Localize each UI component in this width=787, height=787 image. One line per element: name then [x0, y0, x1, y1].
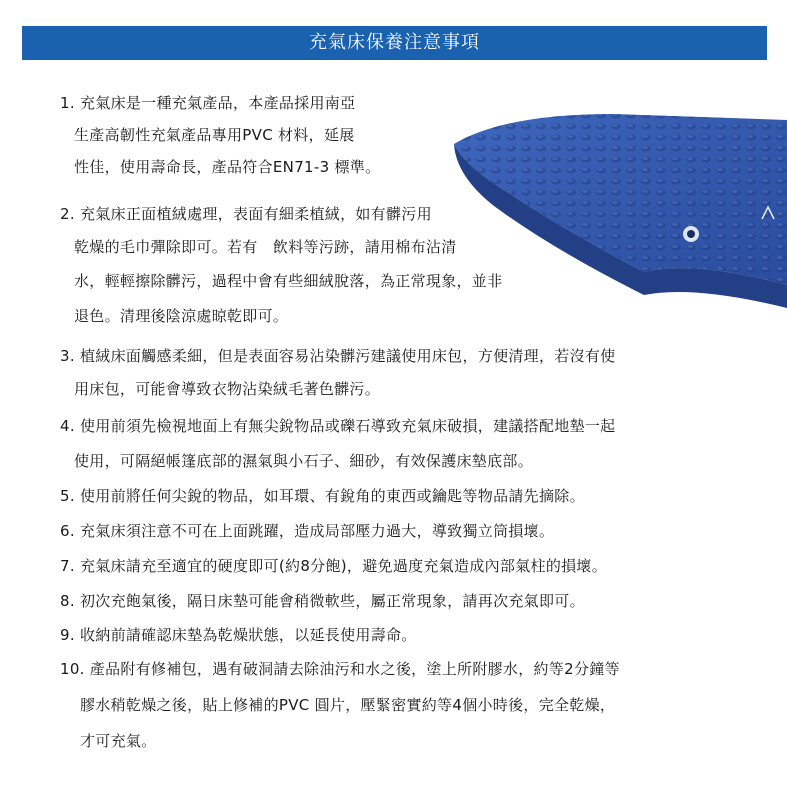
page-title: 充氣床保養注意事項 [309, 32, 480, 53]
note-6-line-1: 6. 充氣床須注意不可在上面跳躍，造成局部壓力過大，導致獨立筒損壞。 [60, 522, 555, 540]
note-10-line-2: 膠水稍乾燥之後，貼上修補的PVC 圓片，壓緊密實約等4個小時後，完全乾燥， [80, 696, 616, 714]
note-1-line-2: 生產高韌性充氣產品專用PVC 材料，延展 [74, 126, 355, 144]
note-3-line-2: 用床包，可能會導致衣物沾染絨毛著色髒污。 [74, 380, 381, 398]
note-8-line-1: 8. 初次充飽氣後，隔日床墊可能會稍微軟些，屬正常現象，請再次充氣即可。 [60, 592, 585, 610]
note-7-line-1: 7. 充氣床請充至適宜的硬度即可(約8分飽)，避免過度充氣造成內部氣柱的損壞。 [60, 557, 608, 575]
note-2-line-3: 水，輕輕擦除髒污，過程中會有些細絨脫落，為正常現象，並非 [74, 272, 503, 290]
note-5-line-1: 5. 使用前將任何尖銳的物品，如耳環、有銳角的東西或鑰匙等物品請先摘除。 [60, 487, 585, 505]
note-1-line-3: 性佳，使用壽命長，產品符合EN71-3 標準。 [74, 158, 381, 176]
note-3-line-1: 3. 植絨床面觸感柔細，但是表面容易沾染髒污建議使用床包，方便清理，若沒有使 [60, 347, 616, 365]
note-2-line-1: 2. 充氣床正面植絨處理，表面有細柔植絨，如有髒污用 [60, 205, 432, 223]
note-10-line-3: 才可充氣。 [80, 732, 157, 750]
page-title-banner [22, 26, 767, 60]
note-10-line-1: 10. 產品附有修補包，遇有破洞請去除油污和水之後，塗上所附膠水，約等2分鐘等 [60, 660, 620, 678]
note-2-line-4: 退色。清理後陰涼處晾乾即可。 [74, 307, 289, 325]
note-1-line-1: 1. 充氣床是一種充氣產品，本產品採用南亞 [60, 94, 356, 112]
note-4-line-1: 4. 使用前須先檢視地面上有無尖銳物品或礫石導致充氣床破損，建議搭配地墊一起 [60, 417, 616, 435]
note-2-line-2: 乾燥的毛巾彈除即可。若有 飲料等污跡，請用棉布沾清 [74, 238, 457, 256]
note-4-line-2: 使用，可隔絕帳篷底部的濕氣與小石子、細砂，有效保護床墊底部。 [74, 452, 534, 470]
note-9-line-1: 9. 收納前請確認床墊為乾燥狀態，以延長使用壽命。 [60, 626, 417, 644]
